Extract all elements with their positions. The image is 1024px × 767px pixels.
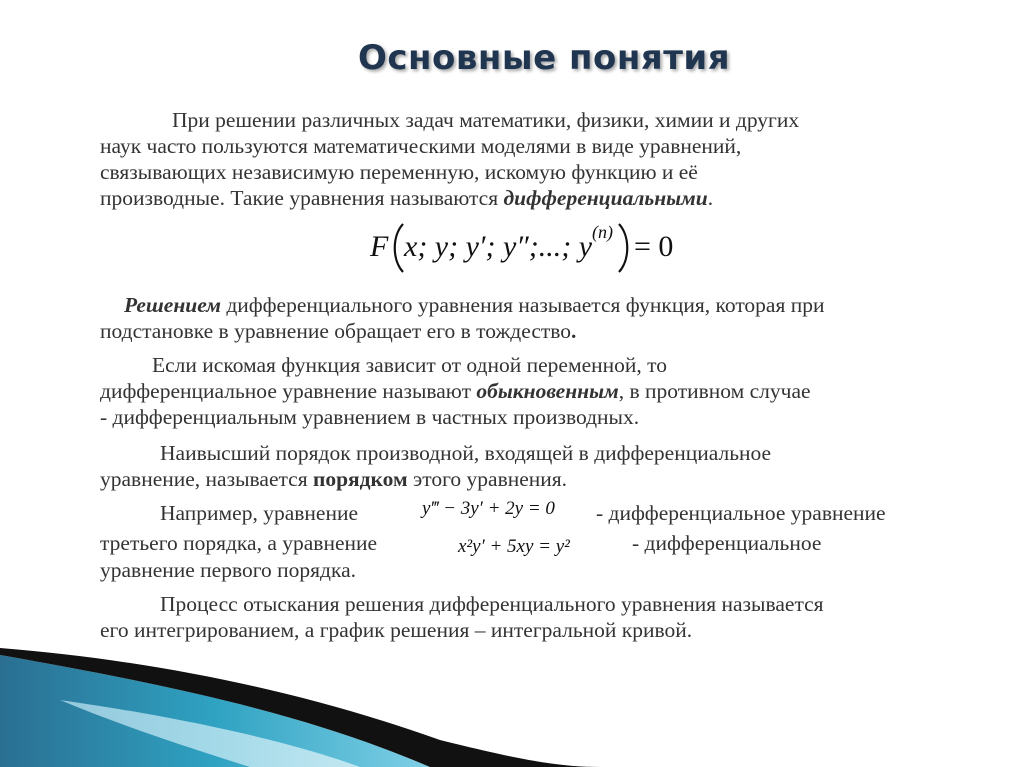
example-line-3-text: уравнение первого порядка.	[100, 558, 357, 582]
example-line-2-text: третьего порядка, а уравнение	[100, 531, 378, 555]
integration-line-2: его интегрированием, а график решения – интегральной кривой.	[100, 618, 693, 642]
paragraph-intro	[100, 107, 970, 211]
example-line-1-text: Например, уравнение	[160, 501, 358, 525]
solution-line-1-text: дифференциального уравнения называется функция, которая при	[220, 293, 825, 317]
general-ode-formula	[370, 222, 710, 274]
formula-rhs: = 0	[634, 230, 674, 263]
ordinary-line-2-text: дифференциальное уравнение называют	[100, 379, 477, 403]
ordinary-line-2	[100, 378, 970, 404]
order-line-2	[100, 466, 970, 492]
example-line-2-end: - дифференциальное	[632, 531, 822, 555]
order-line-2-end: этого уравнения.	[407, 467, 568, 491]
intro-line-4-text: производные. Такие уравнения называются	[100, 186, 504, 210]
order-line-1: Наивысший порядок производной, входящей в дифференциальное	[160, 441, 772, 465]
paragraph-solution	[100, 292, 970, 344]
paragraph-order	[100, 440, 970, 492]
term-ordinary: обыкновенным	[476, 379, 619, 403]
intro-line-4	[100, 185, 970, 211]
page-title: Основные понятия	[358, 38, 731, 78]
intro-line-2: наук часто пользуются математическими моделями в виде уравнений,	[100, 134, 742, 158]
formula-F: F	[370, 230, 389, 263]
solution-line-2-text: подстановке в уравнение обращает его в тождество	[100, 319, 572, 343]
intro-line-1: При решении различных задач математики, физики, химии и других	[172, 108, 800, 132]
term-order: порядком	[312, 467, 408, 491]
paragraph-ordinary	[100, 352, 970, 430]
ordinary-line-2-end: , в противном случае	[618, 379, 811, 403]
example-equation-first-order: x²y′ + 5xy = y²	[458, 536, 570, 557]
example-equation-third-order: y‴ − 3y′ + 2y = 0	[422, 498, 555, 519]
ordinary-line-1: Если искомая функция зависит от одной переменной, то	[152, 353, 667, 377]
solution-line-1	[100, 292, 970, 318]
intro-line-4-end: .	[707, 186, 714, 210]
solution-line-2	[100, 318, 970, 344]
formula-right-paren	[616, 222, 632, 274]
solution-line-2-end: .	[571, 319, 577, 343]
paragraph-integration	[100, 591, 970, 643]
ordinary-line-3: - дифференциальным уравнением в частных производных.	[100, 405, 640, 429]
formula-superscript: (n)	[592, 222, 613, 242]
intro-line-3: связывающих независимую переменную, искомую функцию и её	[100, 160, 698, 184]
example-line-1-end: - дифференциальное уравнение	[596, 501, 886, 525]
term-differential: дифференциальными	[503, 186, 708, 210]
order-line-2-text: уравнение, называется	[100, 467, 313, 491]
term-solution: Решением	[124, 293, 221, 317]
integration-line-1: Процесс отыскания решения дифференциального уравнения называется	[160, 592, 824, 616]
formula-arguments: x; y; y′; y″;...; y	[404, 230, 593, 263]
